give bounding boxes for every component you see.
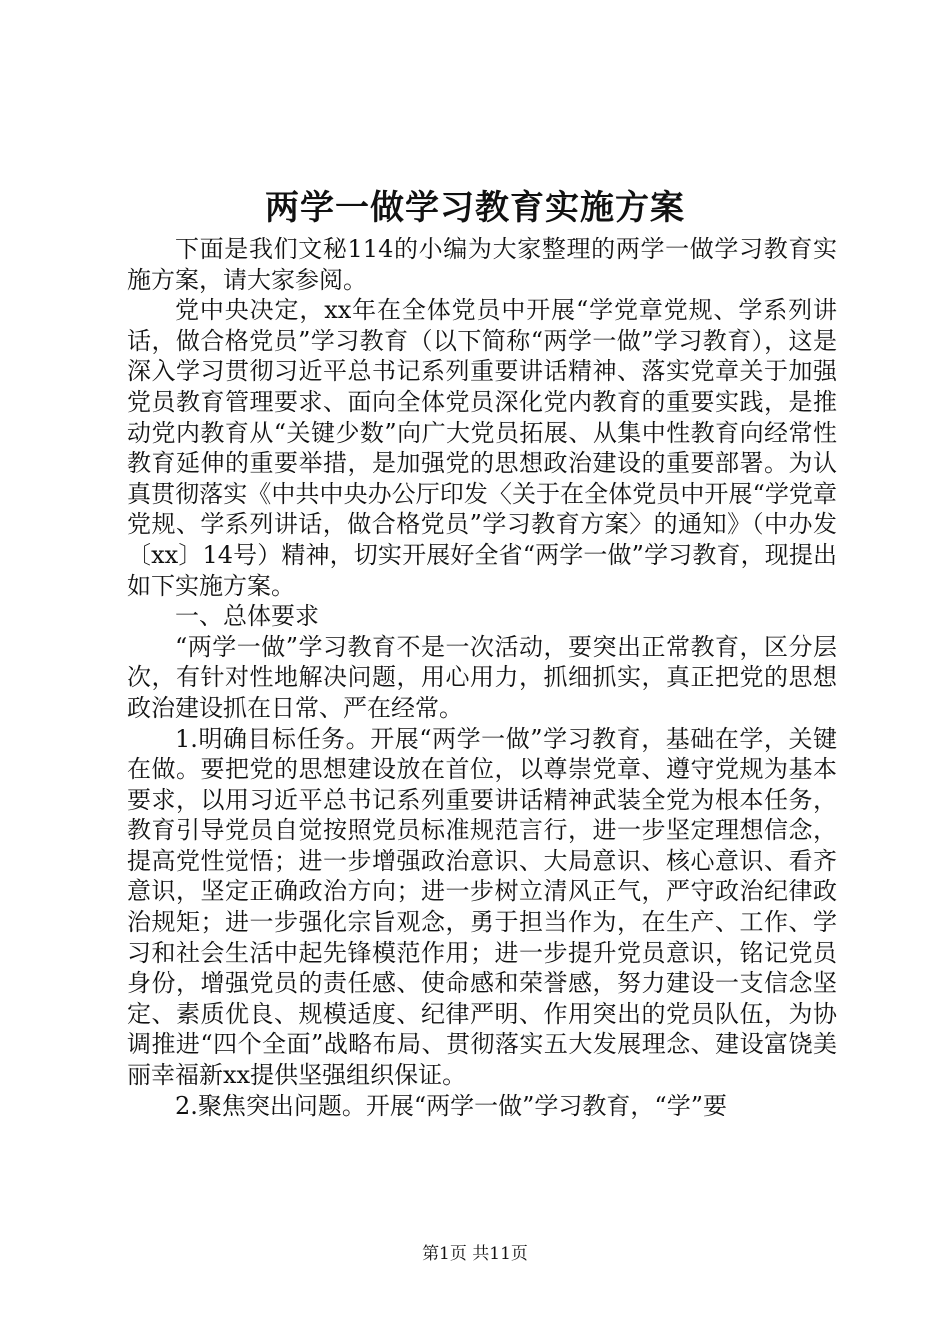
document-title: 两学一做学习教育实施方案: [265, 188, 685, 228]
paragraph-focus-problems: 2.聚焦突出问题。开展“两学一做”学习教育，“学”要: [175, 1091, 727, 1120]
paragraph-goal-tasks: 1.明确目标任务。开展“两学一做”学习教育，基础在学，关键在做。要把党的思想建设放在首位，以尊崇党章、遵守党规为基本要求，以用习近平总书记系列重要讲话精神武装全党为根本任务，教育引导党员自觉按照党员标准规范言行，进一步坚定理想信念，提高党性觉悟；进一步增强政治意识、大局意识、核心意识、看齐意识，坚定正确政治方向；进一步树立清风正气，严守政治纪律政治规矩；进一步强化宗旨观念，勇于担当作为，在生产、工作、学习和社会生活中起先锋模范作用；进一步提升党员意识，铭记党员身份，增强党员的责任感、使命感和荣誉感，努力建设一支信念坚定、素质优良、规模适度、纪律严明、作用突出的党员队伍，为协调推进“四个全面”战略布局、贯彻落实五大发展理念、建设富饶美丽幸福新xx提供坚强组织保证。: [127, 724, 837, 1090]
page-footer: 第1页 共11页: [422, 1244, 528, 1264]
paragraph-intro: 下面是我们文秘114的小编为大家整理的两学一做学习教育实施方案，请大家参阅。: [127, 235, 837, 294]
section-heading-general-requirements: 一、总体要求: [175, 602, 319, 631]
paragraph-general-requirements: “两学一做”学习教育不是一次活动，要突出正常教育，区分层次，有针对性地解决问题，用心用力，抓细抓实，真正把党的思想政治建设抓在日常、严在经常。: [127, 632, 837, 722]
document-body: [127, 234, 837, 1121]
paragraph-background: 党中央决定，xx年在全体党员中开展“学党章党规、学系列讲话，做合格党员”学习教育（以下简称“两学一做”学习教育），这是深入学习贯彻习近平总书记系列重要讲话精神、落实党章关于加强党员教育管理要求、面向全体党员深化党内教育的重要实践，是推动党内教育从“关键少数”向广大党员拓展、从集中性教育向经常性教育延伸的重要举措，是加强党的思想政治建设的重要部署。为认真贯彻落实《中共中央办公厅印发〈关于在全体党员中开展“学党章党规、学系列讲话，做合格党员”学习教育方案〉的通知》（中办发〔xx〕14号）精神，切实开展好全省“两学一做”学习教育，现提出如下实施方案。: [127, 296, 837, 600]
